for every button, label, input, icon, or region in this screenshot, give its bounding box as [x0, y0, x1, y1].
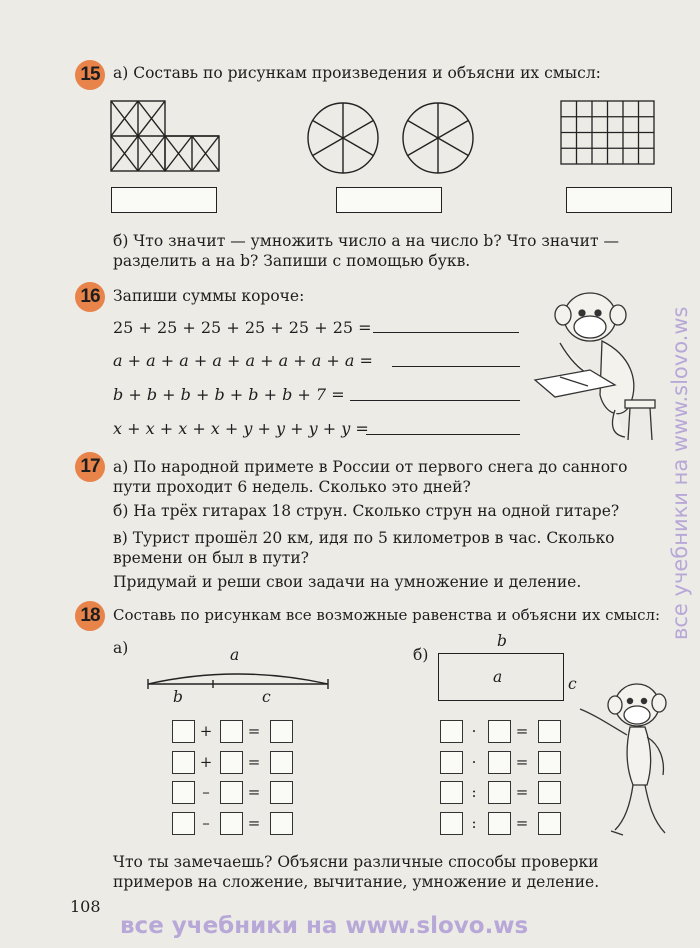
- operator-sign: :: [471, 814, 477, 832]
- segment-label-c: c: [262, 688, 271, 706]
- operator-sign: +: [199, 722, 213, 740]
- task-18b-label: б): [413, 646, 429, 664]
- equals-sign: =: [515, 753, 529, 771]
- task-15-answer-box-1[interactable]: [111, 187, 217, 213]
- task-16-answer-line-2[interactable]: [392, 366, 520, 367]
- monkey-reading-illustration: [530, 285, 665, 445]
- task-18-question-line1: Что ты замечаешь? Объясни различные способы проверки: [113, 853, 599, 871]
- task-17a-text-line2: пути проходит 6 недель. Сколько это дней?: [113, 478, 471, 496]
- task-15-answer-box-3[interactable]: [566, 187, 672, 213]
- left-equation-row: [172, 781, 302, 804]
- right-equation-row: [440, 781, 570, 804]
- answer-square[interactable]: [220, 751, 243, 774]
- answer-square[interactable]: [440, 720, 463, 743]
- rect-label-a: a: [493, 668, 503, 686]
- task-15-answer-box-2[interactable]: [336, 187, 442, 213]
- answer-square[interactable]: [270, 781, 293, 804]
- operator-sign: +: [199, 753, 213, 771]
- equals-sign: =: [247, 753, 261, 771]
- task-16-row-3: b + b + b + b + b + b + 7 =: [113, 385, 345, 404]
- answer-square[interactable]: [172, 751, 195, 774]
- task-15b-text-line2: разделить a на b? Запиши с помощью букв.: [113, 252, 471, 270]
- answer-square[interactable]: [538, 751, 561, 774]
- answer-square[interactable]: [172, 812, 195, 835]
- answer-square[interactable]: [172, 781, 195, 804]
- task-17b-text: б) На трёх гитарах 18 струн. Сколько струн на одной гитаре?: [113, 502, 620, 520]
- answer-square[interactable]: [488, 751, 511, 774]
- operator-sign: ·: [471, 722, 477, 740]
- equals-sign: =: [247, 722, 261, 740]
- task-17a-text-line1: а) По народной примете в России от первого снега до санного: [113, 458, 628, 476]
- task-16-answer-line-1[interactable]: [373, 332, 519, 333]
- equals-sign: =: [515, 722, 529, 740]
- answer-square[interactable]: [488, 720, 511, 743]
- task-17d-text: Придумай и реши свои задачи на умножение и деление.: [113, 573, 582, 591]
- operator-sign: :: [471, 783, 477, 801]
- monkey-pointing-illustration: [575, 665, 675, 840]
- task-18-number-badge: 18: [75, 601, 105, 631]
- rect-label-b: b: [497, 632, 507, 650]
- equals-sign: =: [247, 814, 261, 832]
- equals-sign: =: [515, 814, 529, 832]
- answer-square[interactable]: [440, 751, 463, 774]
- operator-sign: –: [202, 783, 210, 801]
- task-15a-text: а) Составь по рисункам произведения и объясни их смысл:: [113, 64, 601, 82]
- rect-label-c: c: [568, 675, 577, 693]
- answer-square[interactable]: [220, 781, 243, 804]
- task-15-figure-crossed-squares: [110, 100, 222, 172]
- answer-square[interactable]: [440, 781, 463, 804]
- answer-square[interactable]: [220, 812, 243, 835]
- right-equation-row: [440, 720, 570, 743]
- watermark-bottom: все учебники на www.slovo.ws: [120, 913, 529, 939]
- task-17-number-badge: 17: [75, 452, 105, 482]
- task-16-answer-line-4[interactable]: [366, 434, 520, 435]
- right-equation-row: [440, 812, 570, 835]
- task-16-number-badge: 16: [75, 282, 105, 312]
- task-18-question-line2: примеров на сложение, вычитание, умножение и деление.: [113, 873, 600, 891]
- task-16-row-4: x + x + x + x + y + y + y + y =: [113, 419, 369, 438]
- answer-square[interactable]: [172, 720, 195, 743]
- task-18-title: Составь по рисункам все возможные равенства и объясни их смысл:: [113, 606, 661, 624]
- answer-square[interactable]: [270, 720, 293, 743]
- task-15-number-badge: 15: [75, 60, 105, 90]
- segment-label-b: b: [173, 688, 183, 706]
- task-18a-label: а): [113, 639, 129, 657]
- right-equation-row: [440, 751, 570, 774]
- task-15b-text-line1: б) Что значит — умножить число a на число b? Что значит —: [113, 232, 619, 250]
- equals-sign: =: [515, 783, 529, 801]
- answer-square[interactable]: [488, 781, 511, 804]
- answer-square[interactable]: [220, 720, 243, 743]
- answer-square[interactable]: [538, 812, 561, 835]
- task-16-row-1: 25 + 25 + 25 + 25 + 25 + 25 =: [113, 318, 372, 337]
- task-16-title: Запиши суммы короче:: [113, 287, 305, 305]
- segment-label-a: a: [230, 646, 240, 664]
- left-equation-row: [172, 812, 302, 835]
- task-15-figure-circles: [303, 98, 483, 178]
- task-16-answer-line-3[interactable]: [350, 400, 520, 401]
- task-18-left-equation-grid: [172, 720, 302, 835]
- answer-square[interactable]: [270, 812, 293, 835]
- answer-square[interactable]: [270, 751, 293, 774]
- task-18-segment-diagram: [145, 660, 335, 690]
- answer-square[interactable]: [488, 812, 511, 835]
- task-17c-text-line1: в) Турист прошёл 20 км, идя по 5 километров в час. Сколько: [113, 529, 615, 547]
- task-17c-text-line2: времени он был в пути?: [113, 549, 309, 567]
- answer-square[interactable]: [538, 781, 561, 804]
- answer-square[interactable]: [440, 812, 463, 835]
- left-equation-row: [172, 751, 302, 774]
- left-equation-row: [172, 720, 302, 743]
- task-15-figure-grid: [560, 100, 656, 166]
- watermark-side: все учебники на www.slovo.ws: [668, 306, 692, 640]
- operator-sign: –: [202, 814, 210, 832]
- task-18-right-equation-grid: [440, 720, 570, 835]
- equals-sign: =: [247, 783, 261, 801]
- answer-square[interactable]: [538, 720, 561, 743]
- task-16-row-2: a + a + a + a + a + a + a + a =: [113, 351, 373, 370]
- operator-sign: ·: [471, 753, 477, 771]
- page-number: 108: [70, 897, 101, 916]
